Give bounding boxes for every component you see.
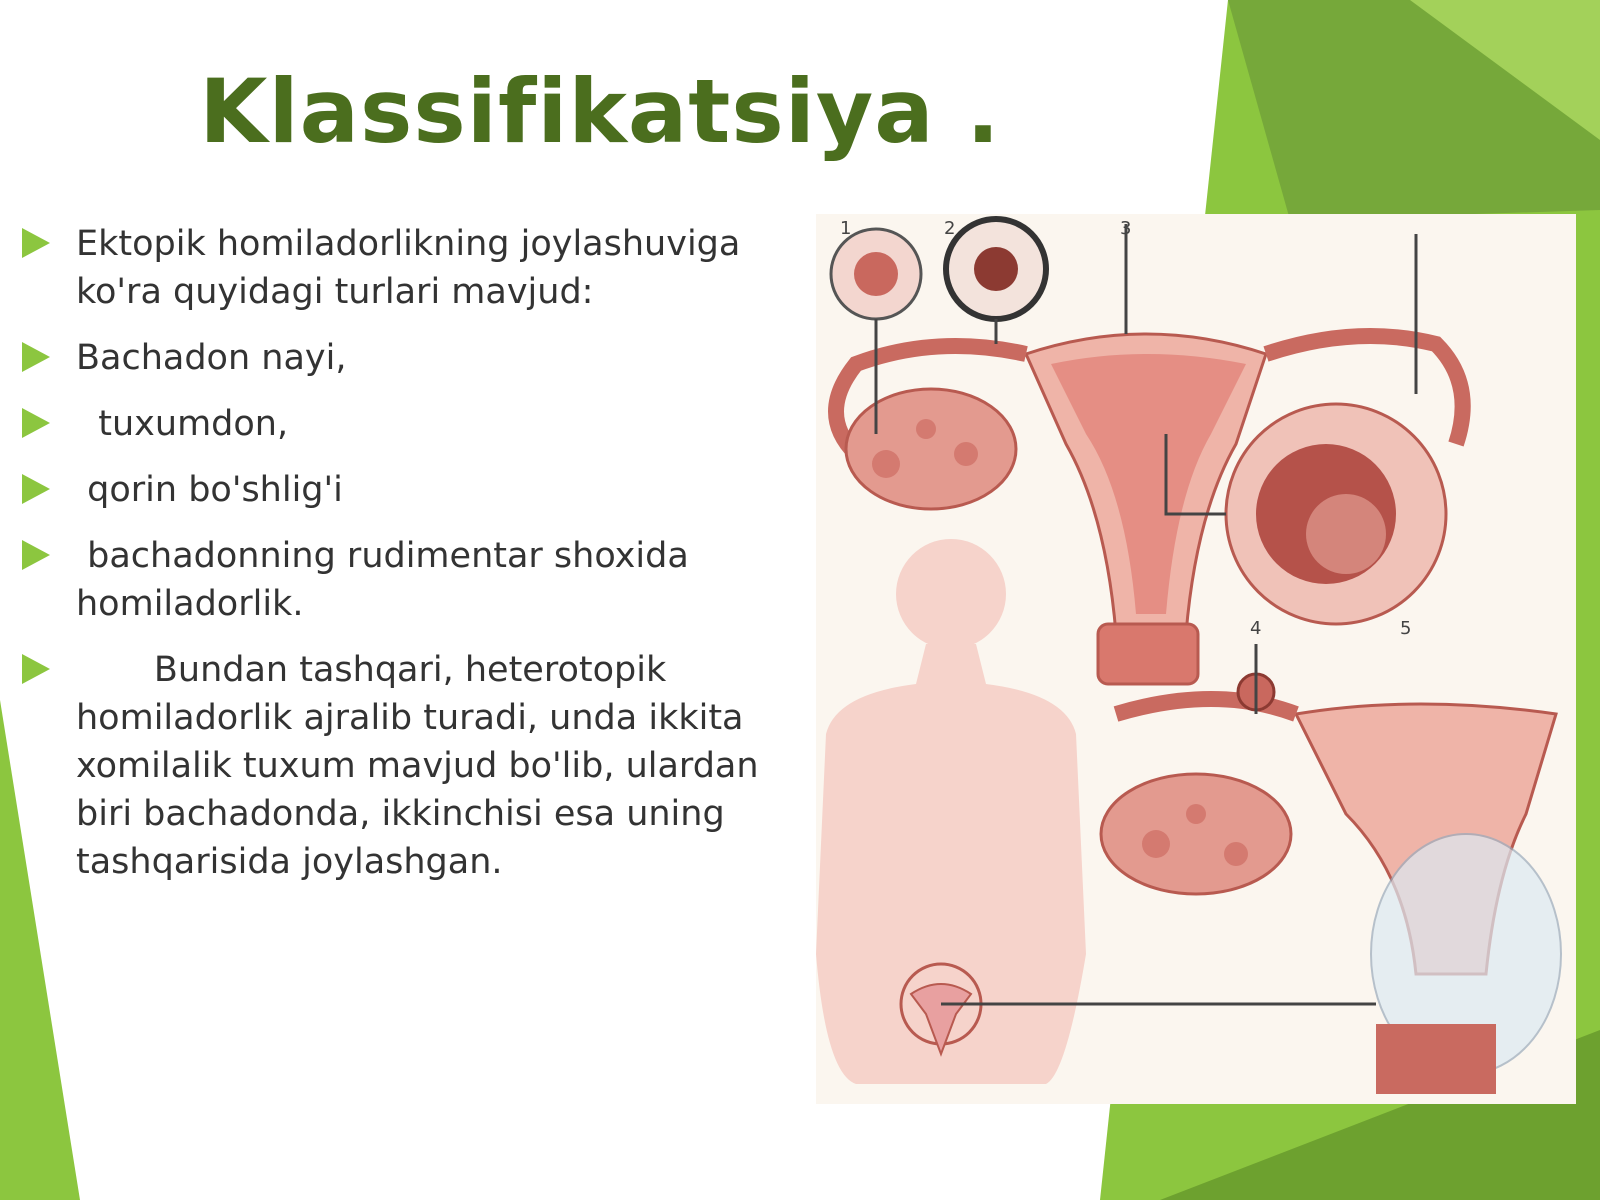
bullet-text: Ektopik homiladorlikning joylashuviga ko'ra quyidagi turlari mavjud: xyxy=(76,224,752,312)
bullet-item xyxy=(18,646,778,886)
bullet-item xyxy=(18,220,778,316)
bullet-text: Bundan tashqari, heterotopik homiladorlik ajralib turadi, unda ikkita xomilalik tuxum mavjud bo'lib, ulardan biri bachadonda, ikkinchisi esa uning tashqarisida joylashgan. xyxy=(76,650,770,882)
figure-label: 2 xyxy=(944,218,956,239)
bullet-item xyxy=(18,334,778,382)
ectopic-pregnancy-anatomy-illustration xyxy=(816,214,1576,1104)
triangle-bullet-icon xyxy=(22,408,50,438)
triangle-bullet-icon xyxy=(22,474,50,504)
triangle-bullet-icon xyxy=(22,342,50,372)
bullet-item xyxy=(18,532,778,628)
figure-label: 1 xyxy=(840,218,852,239)
bullet-text: Bachadon nayi, xyxy=(76,338,347,378)
bullet-text: tuxumdon, xyxy=(76,404,289,444)
bullet-item xyxy=(18,466,778,514)
bullet-text: bachadonning rudimentar shoxida homiladorlik. xyxy=(76,536,700,624)
triangle-bullet-icon xyxy=(22,228,50,258)
triangle-bullet-icon xyxy=(22,540,50,570)
bullet-list xyxy=(18,220,778,904)
figure-label: 4 xyxy=(1250,618,1262,639)
figure-label: 3 xyxy=(1120,218,1132,239)
triangle-bullet-icon xyxy=(22,654,50,684)
figure-label: 5 xyxy=(1400,618,1412,639)
bullet-text: qorin bo'shlig'i xyxy=(76,470,343,510)
bullet-item xyxy=(18,400,778,448)
slide-title: Klassifikatsiya . xyxy=(199,60,1001,163)
